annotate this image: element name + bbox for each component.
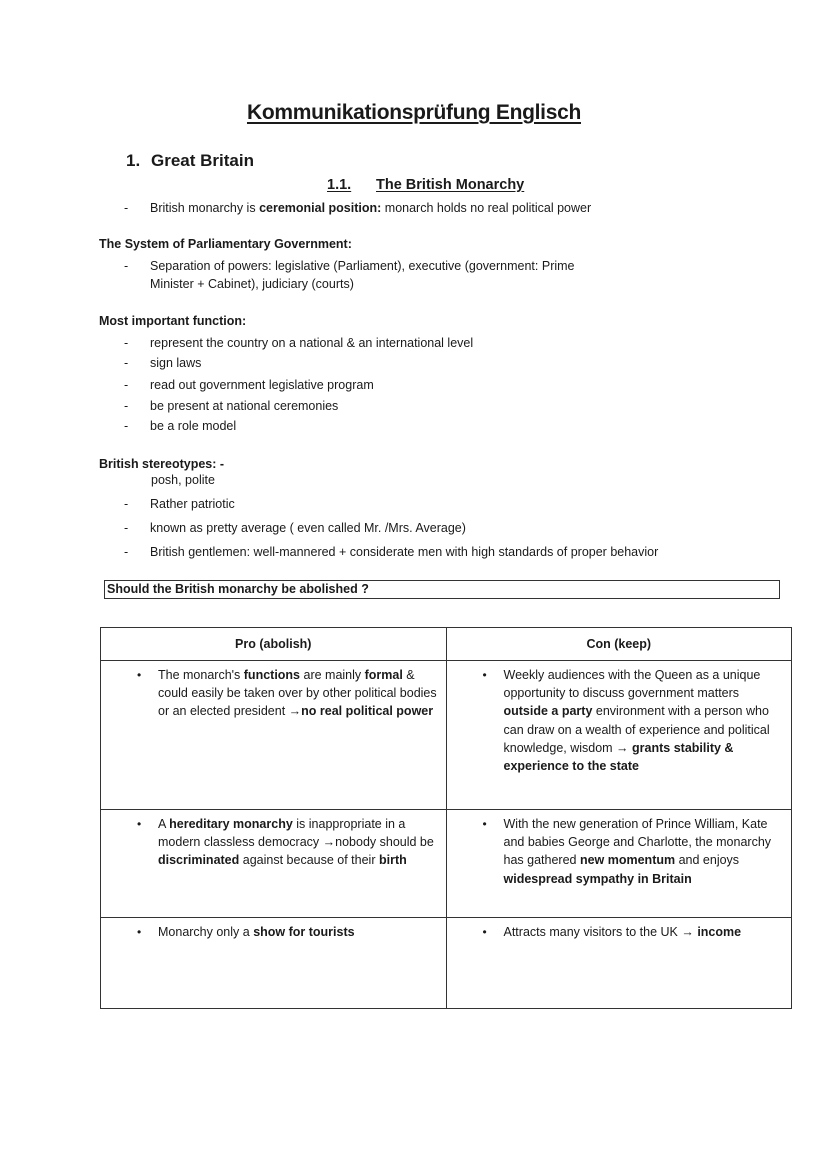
con-cell-content [447,810,792,888]
document-title: Kommunikationsprüfung Englisch [246,101,581,124]
con-cell-content [447,661,792,775]
bold-text: birth [378,853,407,868]
section-title: Great Britain [151,151,254,170]
dash-bullet: - [124,259,129,273]
intro-bullet-text: British monarchy is ceremonial position: monarch holds no real political power [150,201,592,215]
bullet-icon: • [482,817,487,831]
stereotypes-first: posh, polite [151,473,215,487]
bold-text: show for tourists [253,925,355,939]
subsection-heading [327,177,524,193]
function-item: sign laws [150,356,202,370]
dash-bullet: - [124,336,129,350]
bold-text: discriminated [158,853,240,868]
subsection-title: The British Monarchy [376,177,525,193]
con-cell [446,661,792,810]
stereotype-item: Rather patriotic [150,497,235,511]
table-row [101,918,792,1009]
stereotype-item: British gentlemen: well-mannered + considerate men with high standards of proper behavior [150,545,659,559]
table-row [101,661,792,810]
con-header: Con (keep) [446,628,792,661]
dash-bullet: - [124,201,129,215]
parliament-line-1: Separation of powers: legislative (Parliament), executive (government: Prime [150,259,575,273]
text: The monarch's [158,668,244,682]
table-row [101,810,792,918]
text: and enjoys [675,853,740,868]
section-number: 1. [126,151,141,170]
stereotypes-heading: British stereotypes: - [99,457,225,471]
dash-bullet: - [124,521,129,535]
bold-text: income [697,925,742,939]
subsection-number: 1.1. [327,177,352,193]
bold-text: functions [243,668,301,682]
text: against because of their [239,853,379,868]
bold-text: no real political power [301,704,434,719]
section-heading [126,151,254,171]
table-header-row [101,628,792,661]
bullet-icon: • [137,925,142,939]
bold-text: grants stability & experience to the state [503,740,734,774]
pro-cell-content [101,810,446,870]
bullet-icon: • [137,817,142,831]
pro-cell [101,918,447,1009]
text: With the new generation of Prince William, Kate and babies George and Charlotte, the monarchy has gathered [503,817,772,868]
text: are mainly [300,668,365,682]
dash-bullet: - [124,356,129,370]
bold-text: formal [364,668,403,682]
dash-bullet: - [124,399,129,413]
bold-text: outside a party [503,704,593,719]
text: environment with a person who can draw on a wealth of experience and political knowledge, wisdom → [503,704,770,755]
text: A [158,817,170,831]
dash-bullet: - [124,545,129,559]
dash-bullet: - [124,378,129,392]
text: & could easily be taken over by other political bodies or an elected president → [158,668,437,719]
con-cell [446,918,792,1009]
parliament-heading: The System of Parliamentary Government: [99,237,352,251]
pro-header: Pro (abolish) [101,628,447,661]
function-item: represent the country on a national & an international level [150,336,474,350]
pro-cell [101,661,447,810]
pro-cell-content [101,661,446,721]
bullet-icon: • [482,668,487,682]
parliament-line-2: Minister + Cabinet), judiciary (courts) [150,277,354,291]
table-body [101,661,792,1009]
pro-con-table [100,627,792,1009]
pro-cell [101,810,447,918]
text: Attracts many visitors to the UK → [503,925,698,939]
text: Monarchy only a [158,925,254,939]
bold-text: new momentum [579,853,676,868]
functions-heading: Most important function: [99,314,247,328]
con-cell-content [447,918,792,941]
dash-bullet: - [124,419,129,433]
function-item: read out government legislative program [150,378,374,392]
bold-text: widespread sympathy in Britain [503,871,692,886]
question-box: Should the British monarchy be abolished ? [104,580,780,599]
text: is inappropriate in a modern classless democracy →nobody should be [158,817,434,850]
function-item: be a role model [150,419,237,433]
dash-bullet: - [124,497,129,511]
function-item: be present at national ceremonies [150,399,339,413]
bullet-icon: • [482,925,487,939]
bold-text: hereditary monarchy [169,817,293,831]
con-cell [446,810,792,918]
pro-cell-content [101,918,446,941]
text: Weekly audiences with the Queen as a unique opportunity to discuss government matters [503,668,761,701]
stereotype-item: known as pretty average ( even called Mr. /Mrs. Average) [150,521,466,535]
bullet-icon: • [137,668,142,682]
